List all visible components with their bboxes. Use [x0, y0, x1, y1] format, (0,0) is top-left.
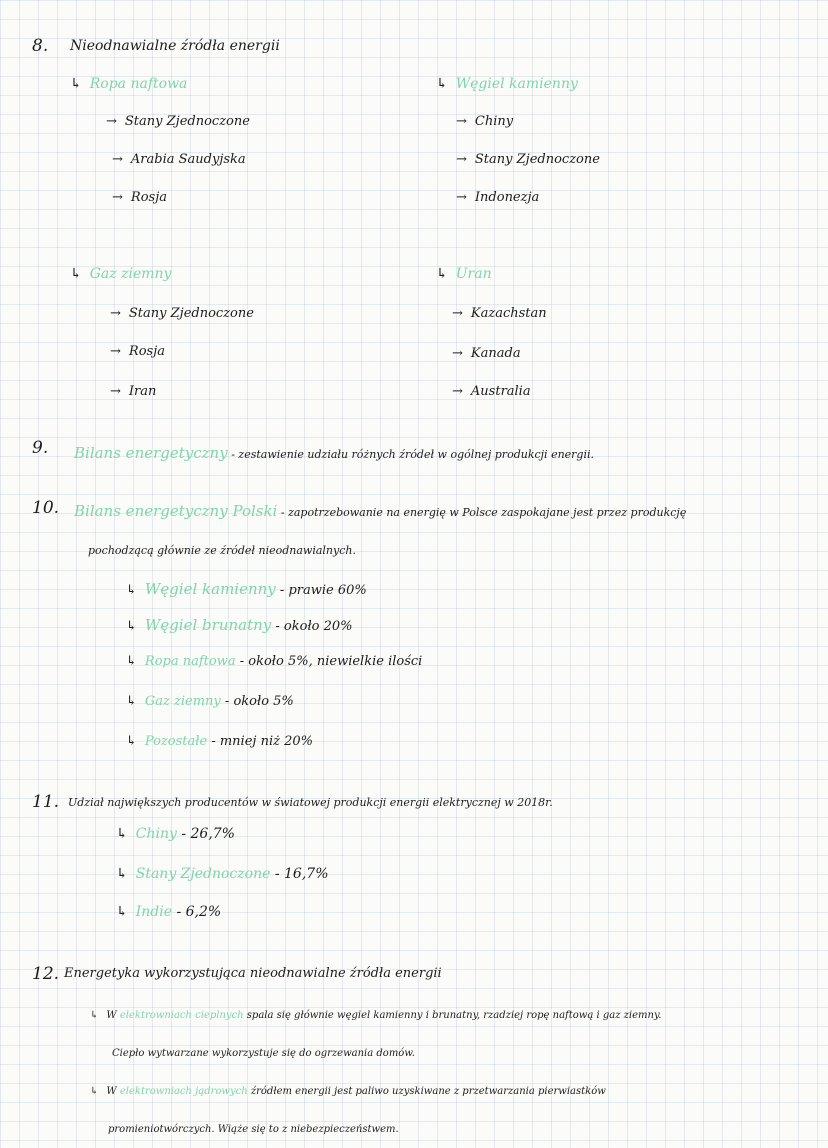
arrow-icon: →: [456, 152, 467, 167]
arrow-icon: →: [456, 190, 467, 205]
section-8-number: 8.: [32, 36, 49, 56]
coal-item: → Stany Zjednoczone: [456, 152, 600, 167]
gas-item: → Stany Zjednoczone: [110, 306, 254, 321]
section-9-number: 9.: [32, 438, 49, 458]
oil-label: Ropa naftowa: [89, 76, 188, 92]
section-12-bullet-1: ↳ W elektrowniach cieplnych spala się głównie węgiel kamienny i brunatny, rzadziej ropę naftową i gaz ziemny.: [90, 1010, 662, 1021]
poland-mix-item: ↳ Pozostałe - mniej niż 20%: [126, 734, 313, 749]
section-11-title: Udział największych producentów w światowej produkcji energii elektrycznej w 2018r.: [68, 796, 553, 809]
arrow-icon: →: [456, 114, 467, 129]
producer-item: ↳ Chiny - 26,7%: [116, 826, 235, 842]
bullet-arrow-icon: ↳: [116, 866, 128, 882]
bullet-arrow-icon: ↳: [126, 654, 137, 669]
bullet-arrow-icon: ↳: [126, 619, 137, 634]
bullet-arrow-icon: ↳: [126, 694, 137, 709]
arrow-icon: →: [110, 306, 121, 321]
bullet-arrow-icon: ↳: [90, 1010, 99, 1021]
arrow-icon: →: [106, 114, 117, 129]
section-9-term: Bilans energetyczny: [74, 444, 228, 462]
coal-label: Węgiel kamienny: [455, 76, 578, 92]
bullet-arrow-icon: ↳: [90, 1086, 99, 1097]
coal-item: → Chiny: [456, 114, 514, 129]
uranium-label: Uran: [455, 266, 492, 282]
section-10-definition-2: pochodzącą głównie ze źródeł nieodnawialnych.: [88, 544, 356, 557]
bullet-arrow-icon: ↳: [126, 734, 137, 749]
oil-item: → Rosja: [112, 190, 167, 205]
uranium-item: → Kanada: [452, 346, 521, 361]
bullet-arrow-icon: ↳: [436, 266, 448, 282]
gas-item: → Rosja: [110, 344, 165, 359]
coal-item: → Indonezja: [456, 190, 540, 205]
producer-item: ↳ Stany Zjednoczone - 16,7%: [116, 866, 329, 882]
bullet-arrow-icon: ↳: [116, 904, 128, 920]
coal-heading: [436, 76, 578, 92]
gas-heading: [70, 266, 171, 282]
gas-label: Gaz ziemny: [89, 266, 172, 282]
bullet-arrow-icon: ↳: [70, 76, 82, 92]
section-12-number: 12.: [32, 964, 60, 984]
bullet-arrow-icon: ↳: [116, 826, 128, 842]
bullet-arrow-icon: ↳: [70, 266, 82, 282]
section-12-bullet-2: ↳ W elektrowniach jądrowych źródłem energii jest paliwo uzyskiwane z przetwarzania pierwiastków: [90, 1086, 606, 1097]
poland-mix-item: ↳ Ropa naftowa - około 5%, niewielkie ilości: [126, 654, 423, 669]
section-12-bullet-2-cont: promieniotwórczych. Wiąże się to z niebezpieczeństwem.: [108, 1124, 399, 1135]
uranium-heading: [436, 266, 492, 282]
arrow-icon: →: [452, 346, 463, 361]
poland-mix-item: ↳ Węgiel brunatny - około 20%: [126, 616, 353, 634]
arrow-icon: →: [452, 384, 463, 399]
section-9-definition: - zestawienie udziału różnych źródeł w ogólnej produkcji energii.: [231, 448, 595, 461]
bullet-arrow-icon: ↳: [436, 76, 448, 92]
uranium-item: → Kazachstan: [452, 306, 547, 321]
oil-item: → Arabia Saudyjska: [112, 152, 246, 167]
arrow-icon: →: [110, 344, 121, 359]
section-12-bullet-1-cont: Ciepło wytwarzane wykorzystuje się do ogrzewania domów.: [112, 1048, 415, 1059]
oil-item: → Stany Zjednoczone: [106, 114, 250, 129]
arrow-icon: →: [112, 190, 123, 205]
section-11-number: 11.: [32, 792, 60, 812]
uranium-item: → Australia: [452, 384, 531, 399]
arrow-icon: →: [110, 384, 121, 399]
section-12-title: Energetyka wykorzystująca nieodnawialne źródła energii: [64, 966, 442, 981]
section-10-definition-1: - zapotrzebowanie na energię w Polsce zaspokajane jest przez produkcję: [280, 506, 687, 519]
poland-mix-item: ↳ Gaz ziemny - około 5%: [126, 694, 294, 709]
arrow-icon: →: [112, 152, 123, 167]
producer-item: ↳ Indie - 6,2%: [116, 904, 222, 920]
bullet-arrow-icon: ↳: [126, 583, 137, 598]
section-10-term: Bilans energetyczny Polski: [74, 502, 278, 520]
section-8-title: Nieodnawialne źródła energii: [70, 38, 280, 54]
gas-item: → Iran: [110, 384, 157, 399]
section-10-number: 10.: [32, 498, 60, 518]
section-9-line: [74, 444, 594, 462]
section-10-line-1: [74, 502, 686, 520]
arrow-icon: →: [452, 306, 463, 321]
oil-heading: [70, 76, 187, 92]
poland-mix-item: ↳ Węgiel kamienny - prawie 60%: [126, 580, 367, 598]
